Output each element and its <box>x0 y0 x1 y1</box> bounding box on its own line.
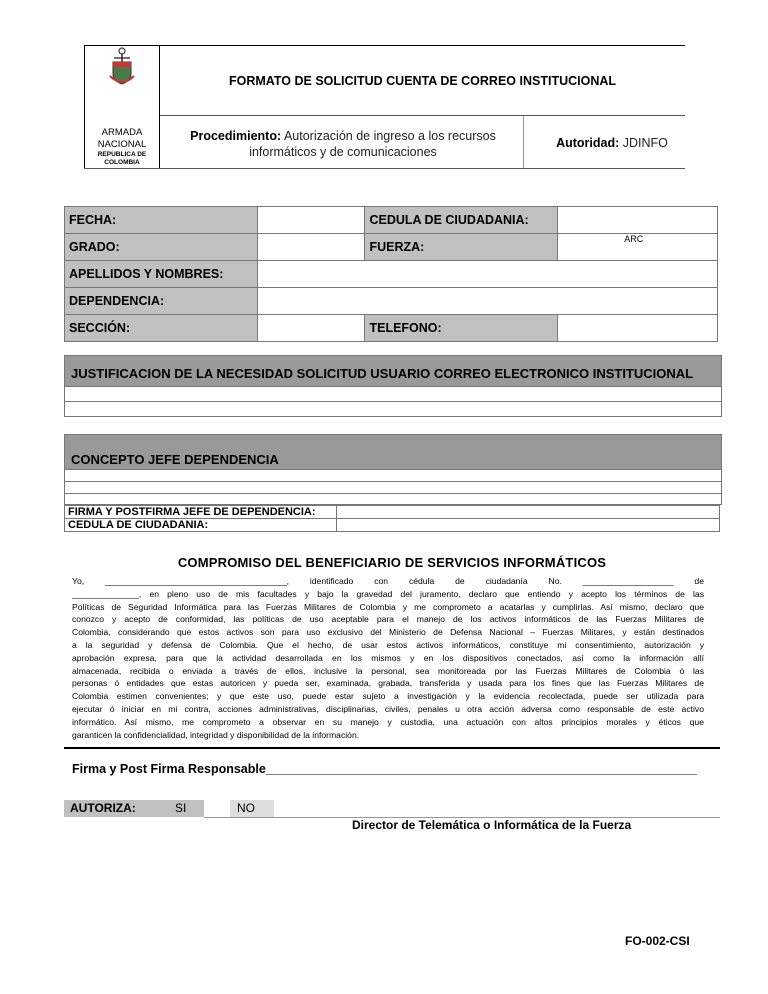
dependencia-label: DEPENDENCIA: <box>65 288 258 315</box>
table-row <box>65 234 718 261</box>
concept-line-3[interactable] <box>65 493 721 504</box>
org-name-line3: REPUBLICA DE <box>97 151 147 158</box>
commitment-line: garanticen la confidencialidad, integridad y disponibilidad de la información. <box>72 729 360 740</box>
header-top-border <box>84 45 685 46</box>
concept-section <box>64 434 722 505</box>
table-row <box>65 207 718 234</box>
commitment-line: ejecutar ó iniciar en mi contra, acciones administrativas, disciplinarias, civiles, penales u otra acción adversa como responsable de este activo <box>72 703 704 714</box>
justification-title: JUSTIFICACION DE LA NECESIDAD SOLICITUD USUARIO CORREO ELECTRONICO INSTITUCIONAL <box>65 356 721 386</box>
table-row <box>65 288 718 315</box>
apellidos-label: APELLIDOS Y NOMBRES: <box>65 261 258 288</box>
fuerza-label: FUERZA: <box>365 234 558 261</box>
jefe-signature-field[interactable] <box>336 506 719 519</box>
table-row <box>65 315 718 342</box>
commitment-line: personas ó entidades que estas autoricen y pueda ser, examinada, grabada, transferida y usada para los fines que las Fuerzas Militares de <box>72 678 704 689</box>
commitment-line: a la seguridad y defensa de Colombia. Que el hecho, de usar estos activos informáticos, constituye mi consentimiento, autorización y <box>72 639 704 650</box>
authority-label: Autoridad: <box>556 136 620 150</box>
commitment-line: conozco y acepto de conformidad, las políticas de uso aceptable para el manejo de los activos informáticos de las Fuerzas Militares de <box>72 614 704 625</box>
dependencia-field[interactable] <box>257 288 717 315</box>
cedula-field[interactable] <box>558 207 718 234</box>
concept-line-1[interactable] <box>65 469 721 481</box>
header-auth-divider <box>523 116 524 168</box>
apellidos-field[interactable] <box>257 261 717 288</box>
header-divider <box>159 45 160 169</box>
autoriza-label: AUTORIZA: <box>64 800 204 817</box>
org-name-line4: COLOMBIA <box>104 159 140 166</box>
commitment-line: Colombia, considerando que estos activos son para uso exclusivo del Ministerio de Defensa Nacional – Fuerzas Militares, y están destinados <box>72 627 704 638</box>
concept-signature-table <box>64 505 720 532</box>
form-code: FO-002-CSI <box>625 934 690 948</box>
org-name-line2: NACIONAL <box>97 139 147 150</box>
navy-emblem-icon <box>104 46 140 88</box>
commitment-line: almacenada, recibida o enviada a través de ellos, inclusive la personal, sea monitoreada por las Fuerzas Militares de Colombia ó las <box>72 665 704 676</box>
responsible-signature-line[interactable]: Firma y Post Firma Responsable______________________________________________________________ <box>72 762 697 776</box>
procedure-label: Procedimiento: <box>190 129 282 143</box>
commitment-line: Políticas de Seguridad Informática para las Fuerzas Militares de Colombia y me comprometo a acatarlas y cumplirlas. Así mismo, declaro que <box>72 601 704 612</box>
commitment-line: aprobación expresa, para que la actividad desarrollada en los mismos y en los dispositivos conectados, así como la información allí <box>72 652 704 663</box>
director-caption: Director de Telemática o Informática de la Fuerza <box>352 818 632 832</box>
justification-line-1[interactable] <box>65 386 721 401</box>
commitment-line: ______________, en pleno uso de mis facultades y bajo la gravedad del juramento, declaro que entiendo y acepto los términos de las <box>72 588 704 599</box>
justification-line-2[interactable] <box>65 401 721 416</box>
autoriza-si-option[interactable]: SI <box>175 801 187 815</box>
grado-label: GRADO: <box>65 234 258 261</box>
cedula-label: CEDULA DE CIUDADANIA: <box>365 207 558 234</box>
org-name-line1: ARMADA <box>101 127 143 138</box>
authority-text <box>538 136 686 150</box>
header-mid-border <box>160 115 685 116</box>
authority-value: JDINFO <box>622 136 668 150</box>
personal-data-table <box>64 206 718 342</box>
seccion-label: SECCIÓN: <box>65 315 258 342</box>
commitment-line: Colombia estimen convenientes; y que este uso, puede estar sujeto a investigación y la evidencia recolectada, puede ser utilizada para <box>72 691 704 702</box>
jefe-cedula-label: CEDULA DE CIUDADANIA: <box>65 519 337 532</box>
telefono-field[interactable] <box>558 315 718 342</box>
document-title: FORMATO DE SOLICITUD CUENTA DE CORREO INSTITUCIONAL <box>228 74 617 88</box>
jefe-cedula-field[interactable] <box>336 519 719 532</box>
fecha-field[interactable] <box>257 207 365 234</box>
commitment-line: Yo, ______________________________________, identificado con cédula de ciudadanía No. ___________________ de <box>72 576 704 586</box>
header-bottom-border <box>84 168 685 169</box>
table-row <box>65 261 718 288</box>
commitment-divider <box>64 747 720 749</box>
fecha-label: FECHA: <box>65 207 258 234</box>
commitment-paragraph <box>72 575 704 741</box>
table-row <box>65 519 720 532</box>
commitment-title: COMPROMISO DEL BENEFICIARIO DE SERVICIOS INFORMÁTICOS <box>177 555 607 570</box>
concept-line-2[interactable] <box>65 481 721 493</box>
procedure-value: Autorización de ingreso a los recursos informáticos y de comunicaciones <box>249 129 496 160</box>
header-left-border <box>84 45 85 169</box>
fuerza-field[interactable]: ARC <box>558 234 718 261</box>
seccion-field[interactable] <box>257 315 365 342</box>
concept-title: CONCEPTO JEFE DEPENDENCIA <box>65 435 721 469</box>
autoriza-no-option[interactable]: NO <box>230 800 274 817</box>
grado-field[interactable] <box>257 234 365 261</box>
procedure-text <box>168 128 518 161</box>
table-row <box>65 506 720 519</box>
jefe-signature-label: FIRMA Y POSTFIRMA JEFE DE DEPENDENCIA: <box>65 506 337 519</box>
justification-section <box>64 355 722 417</box>
telefono-label: TELEFONO: <box>365 315 558 342</box>
commitment-line: informático. Así mismo, me comprometo a observar en su manejo y custodia, una actuación con altos principios morales y éticos que <box>72 716 704 727</box>
